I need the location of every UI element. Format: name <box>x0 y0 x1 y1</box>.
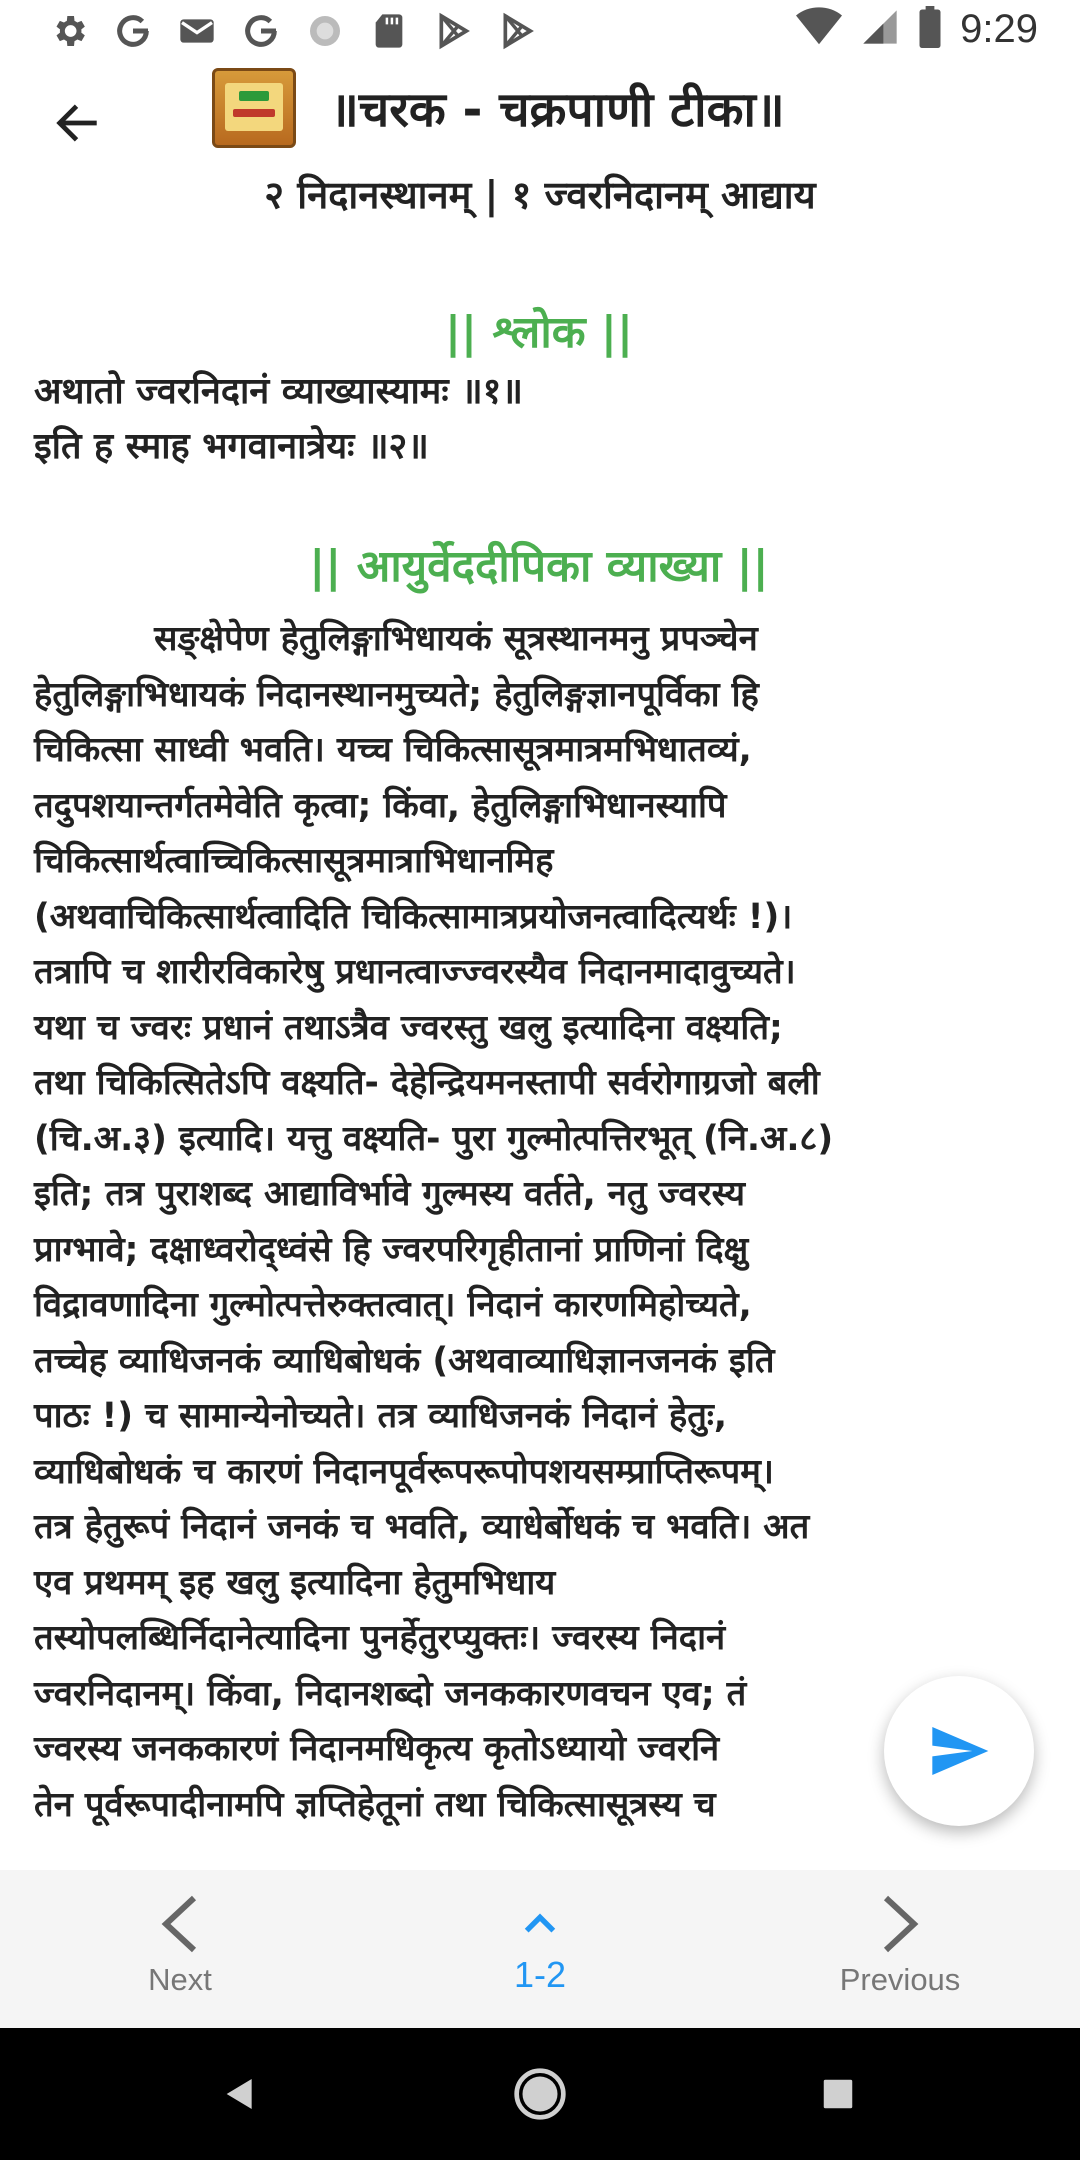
commentary-line: पाठः !) च सामान्येनोच्यते। तत्र व्याधिजनकं निदानं हेतुः, <box>34 1396 727 1436</box>
commentary-line: तेन पूर्वरूपादीनामपि ज्ञप्तिहेतूनां तथा चिकित्सासूत्रस्य च <box>34 1784 716 1825</box>
page-indicator-button[interactable] <box>440 1894 640 2014</box>
commentary-heading: || आयुर्वेददीपिका व्याख्या || <box>309 541 769 592</box>
share-fab[interactable] <box>884 1676 1034 1826</box>
commentary-line: सङ्क्षेपेण हेतुलिङ्गाभिधायकं सूत्रस्थानमनु प्रपञ्चेन <box>34 619 758 659</box>
system-home-button[interactable] <box>510 2064 570 2124</box>
arrow-left-icon <box>51 97 103 149</box>
next-label: Next <box>148 1962 212 1997</box>
chapter-subtitle: २ निदानस्थानम् | १ ज्वरनिदानम् आद्याय <box>264 173 816 217</box>
chevron-left-icon <box>158 1894 202 1954</box>
system-status <box>796 6 1038 52</box>
wifi-icon <box>796 7 842 51</box>
clock: 9:29 <box>960 6 1038 51</box>
commentary-line: तत्रापि च शारीरविकारेषु प्रधानत्वाज्ज्वरस्यैव निदानमादावुच्यते। <box>34 952 796 992</box>
chevron-up-icon <box>520 1904 560 1944</box>
previous-button[interactable] <box>800 1894 1000 2014</box>
home-circle-icon <box>512 2066 568 2122</box>
shloka-line: इति ह स्माह भगवानात्रेयः ॥२॥ <box>34 426 429 467</box>
page-range-label: 1-2 <box>513 1954 567 1995</box>
commentary-line: यथा च ज्वरः प्रधानं तथाऽत्रैव ज्वरस्तु खलु इत्यादिना वक्ष्यति; <box>34 1007 783 1048</box>
triangle-back-icon <box>220 2074 260 2114</box>
previous-label: Previous <box>839 1962 961 1997</box>
sd-card-icon <box>368 10 410 52</box>
system-back-button[interactable] <box>210 2064 270 2124</box>
commentary-line: चिकित्सार्थत्वाच्चिकित्सासूत्रमात्राभिधानमिह <box>34 841 554 881</box>
commentary-line: व्याधिबोधकं च कारणं निदानपूर्वरूपरूपोपशयसम्प्राप्तिरूपम्। <box>34 1451 774 1492</box>
play-store-icon <box>432 10 474 52</box>
shloka-text <box>34 364 1044 474</box>
google-icon <box>112 10 154 52</box>
system-navigation-bar <box>0 2028 1080 2160</box>
square-recents-icon <box>819 2075 857 2113</box>
commentary-line: तच्चेह व्याधिजनकं व्याधिबोधकं (अथवाव्याधिज्ञानजनकं इति <box>34 1340 775 1381</box>
commentary-text <box>34 612 1044 1825</box>
commentary-line: विद्रावणादिना गुल्मोत्पत्तेरुक्तत्वात्। निदानं कारणमिहोच्यते, <box>34 1285 752 1325</box>
back-button[interactable] <box>40 86 114 160</box>
chevron-right-icon <box>878 1894 922 1954</box>
commentary-line: इति; तत्र पुराशब्द आद्याविर्भावे गुल्मस्य वर्तते, नतु ज्वरस्य <box>34 1174 746 1214</box>
notification-icons <box>48 10 538 52</box>
play-store-icon <box>496 10 538 52</box>
status-bar <box>0 0 1080 64</box>
commentary-line: (चि.अ.३) इत्यादि। यत्तु वक्ष्यति- पुरा गुल्मोत्पत्तिरभूत् (नि.अ.८) <box>34 1118 834 1159</box>
loading-icon <box>304 10 346 52</box>
commentary-line: तदुपशयान्तर्गतमेवेति कृत्वा; किंवा, हेतुलिङ्गाभिधानस्यापि <box>34 785 727 826</box>
next-button[interactable] <box>80 1894 280 2014</box>
settings-icon <box>48 10 90 52</box>
shloka-heading: || श्लोक || <box>444 307 634 358</box>
commentary-line: तथा चिकित्सितेऽपि वक्ष्यति- देहेन्द्रियमनस्तापी सर्वरोगाग्रजो बली <box>34 1063 820 1103</box>
commentary-line: प्राग्भावे; दक्षाध्वरोद्ध्वंसे हि ज्वरपरिगृहीतानां प्राणिनां दिक्षु <box>34 1229 749 1270</box>
commentary-line: तत्र हेतुरूपं निदानं जनकं च भवति, व्याधेर्बोधकं च भवति। अत <box>34 1507 810 1547</box>
signal-icon <box>860 7 900 51</box>
google-icon <box>240 10 282 52</box>
app-logo <box>212 68 296 148</box>
gmail-icon <box>176 10 218 52</box>
battery-icon <box>918 6 942 52</box>
send-icon <box>927 1719 991 1783</box>
shloka-line: अथातो ज्वरनिदानं व्याख्यास्यामः ॥१॥ <box>34 371 523 412</box>
commentary-line: ज्वरस्य जनककारणं निदानमधिकृत्य कृतोऽध्यायो ज्वरनि <box>34 1729 720 1769</box>
system-recents-button[interactable] <box>808 2064 868 2124</box>
commentary-line: तस्योपलब्धिर्निदानेत्यादिना पुनर्हेतुरप्युक्तः। ज्वरस्य निदानं <box>34 1618 726 1658</box>
commentary-line: (अथवाचिकित्सार्थत्वादिति चिकित्सामात्रप्रयोजनत्वादित्यर्थः !)। <box>34 896 793 937</box>
bottom-navigation <box>0 1870 1080 2028</box>
commentary-line: ज्वरनिदानम्। किंवा, निदानशब्दो जनककारणवचन एव; तं <box>34 1673 747 1714</box>
commentary-line: हेतुलिङ्गाभिधायकं निदानस्थानमुच्यते; हेतुलिङ्गज्ञानपूर्विका हि <box>34 674 759 715</box>
commentary-line: चिकित्सा साध्वी भवति। यच्च चिकित्सासूत्रमात्रमभिधातव्यं, <box>34 730 752 770</box>
app-header <box>0 64 1080 244</box>
commentary-line: एव प्रथमम् इह खलु इत्यादिना हेतुमभिधाय <box>34 1562 556 1603</box>
page-title: ॥चरक - चक्रपाणी टीका॥ <box>330 82 785 138</box>
main-content[interactable] <box>34 300 1044 1825</box>
